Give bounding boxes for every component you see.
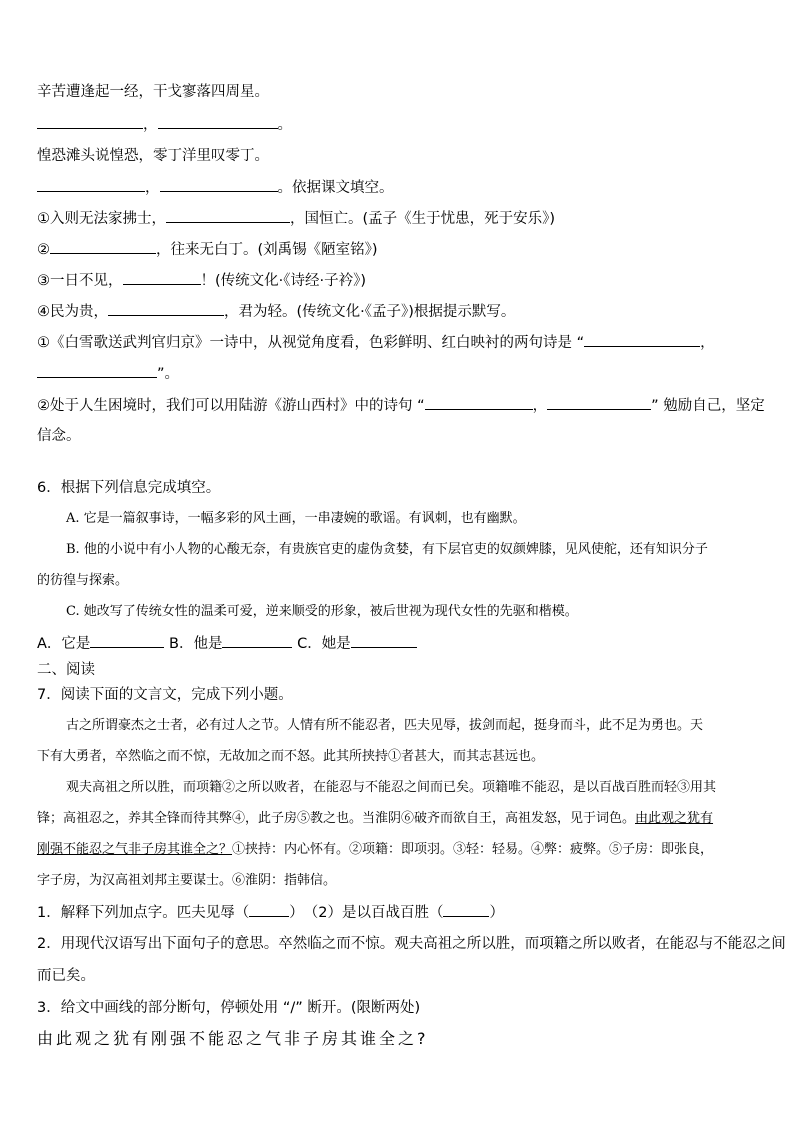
sub-question-1 <box>37 902 764 923</box>
answer-blank[interactable] <box>584 332 700 347</box>
q6-option-c <box>66 602 764 622</box>
answer-label-c: C．她是 <box>297 636 351 652</box>
answer-blank[interactable] <box>108 301 224 316</box>
passage-line <box>37 747 764 767</box>
answer-blank[interactable] <box>123 270 201 285</box>
fill-item-4 <box>37 301 764 322</box>
section-heading <box>37 660 764 680</box>
prompt-text: ） <box>489 905 504 921</box>
passage-text: 下有大勇者，卒然临之而不惊，无故加之而不怒。此其所挟持①者甚大，而其志甚远也。 <box>37 749 545 764</box>
answer-label-b: B．他是 <box>169 636 223 652</box>
comma: ， <box>145 180 160 196</box>
prompt-text: 1．解释下列加点字。匹夫见辱（ <box>37 905 250 921</box>
prompt-text: ②处于人生困境时，我们可以用陆游《游山西村》中的诗句 “ <box>37 398 425 414</box>
answer-blank[interactable] <box>90 633 164 648</box>
poem-text: 惶恐滩头说惶恐，零丁洋里叹零丁。 <box>37 148 269 164</box>
passage-line <box>66 778 764 798</box>
prompt-text: ①入则无法家拂士， <box>37 211 166 227</box>
poem-text: 辛苦遭逢起一经，干戈寥落四周星。 <box>37 84 269 100</box>
prompt-text: ，往来无白丁。(刘禹锡《陋室铭》) <box>156 242 378 258</box>
prompt-text: ！(传统文化·《诗经·子衿》) <box>200 273 367 289</box>
answer-blank[interactable] <box>160 177 278 192</box>
question-6-title <box>37 478 764 498</box>
comma: ， <box>532 398 548 414</box>
question-title: 7．阅读下面的文言文，完成下列小题。 <box>37 687 293 703</box>
answer-blank[interactable] <box>249 902 289 917</box>
recall-item-2-cont <box>37 426 764 446</box>
underlined-passage-text: 由此观之犹有 <box>635 811 714 826</box>
passage-line <box>37 871 764 891</box>
recall-item-2 <box>37 395 764 416</box>
passage-line <box>37 840 764 860</box>
answer-blank[interactable] <box>37 114 143 129</box>
sub-question-2 <box>37 934 786 954</box>
prompt-text: 2．用现代汉语写出下面句子的意思。卒然临之而不惊。观夫高祖之所以胜，而项籍之所以败者，在能忍与不能忍之间 <box>37 936 786 952</box>
recall-item-1 <box>37 332 764 353</box>
comma: ， <box>700 335 715 351</box>
fill-item-1 <box>37 208 764 229</box>
answer-blank[interactable] <box>425 395 533 410</box>
annotation-text: 字子房，为汉高祖刘邦主要谋士。⑥淮阴：指韩信。 <box>37 873 337 888</box>
prompt-text: 而已矣。 <box>37 968 95 984</box>
prompt-text: ” 勉励自己，坚定 <box>651 398 765 414</box>
annotation-text: ①挟持：内心怀有。②项籍：即项羽。③轻：轻易。④弊：疲弊。⑤子房：即张良， <box>232 842 714 857</box>
answer-blank[interactable] <box>547 395 651 410</box>
answer-label-a: A．它是 <box>37 636 91 652</box>
passage-line <box>66 716 764 736</box>
clue-text: A. 它是一篇叙事诗，一幅多彩的风土画，一串凄婉的歌谣。有讽刺，也有幽默。 <box>66 511 526 526</box>
q6-option-b-cont <box>37 571 764 591</box>
fill-line-2 <box>37 177 764 198</box>
section-title: 二、阅读 <box>37 662 95 678</box>
fill-item-3 <box>37 270 764 291</box>
period: 。 <box>277 117 292 133</box>
prompt-text: 信念。 <box>37 428 81 444</box>
prompt-text: ） （2）是以百战百胜（ <box>289 905 444 921</box>
clue-text: 的彷徨与探索。 <box>37 573 129 588</box>
passage-text: 观夫高祖之所以胜，而项籍②之所以败者，在能忍与不能忍之间而已矣。项籍唯不能忍，是以百战百胜而轻③用其 <box>66 780 717 795</box>
comma: ， <box>143 117 158 133</box>
passage-text: 古之所谓豪杰之士者，必有过人之节。人情有所不能忍者，匹夫见辱，拔剑而起，挺身而斗，此不足为勇也。天 <box>66 718 704 733</box>
punctuation-task-text <box>37 1029 764 1049</box>
answer-blank[interactable] <box>222 633 292 648</box>
answer-blank[interactable] <box>166 208 290 223</box>
clue-text: B. 他的小说中有小人物的心酸无奈，有贵族官吏的虚伪贪婪，有下层官吏的奴颜婢膝，见风使舵，还有知识分子 <box>66 542 708 557</box>
prompt-text: 3．给文中画线的部分断句，停顿处用 “/” 断开。(限断两处) <box>37 1000 421 1016</box>
answer-blank[interactable] <box>50 239 156 254</box>
answer-blank[interactable] <box>37 363 157 378</box>
underlined-passage-text: 刚强不能忍之气非子房其谁全之？ <box>37 842 233 857</box>
answer-blank[interactable] <box>351 633 417 648</box>
fill-item-2 <box>37 239 764 260</box>
fill-line-1 <box>37 114 764 135</box>
prompt-text: ② <box>37 242 50 258</box>
q6-option-b <box>66 540 764 560</box>
answer-blank[interactable] <box>37 177 145 192</box>
q6-answers <box>37 633 764 654</box>
clue-text: C. 她改写了传统女性的温柔可爱，逆来顺受的形象，被后世视为现代女性的先驱和楷模。 <box>66 604 578 619</box>
prompt-text: ④民为贵， <box>37 304 108 320</box>
question-7-title <box>37 685 764 705</box>
answer-blank[interactable] <box>443 902 489 917</box>
passage-line <box>37 809 764 829</box>
sub-question-3 <box>37 998 764 1018</box>
prompt-text: ”。 <box>157 366 180 382</box>
answer-blank[interactable] <box>158 114 278 129</box>
sub-question-2-cont <box>37 966 764 986</box>
passage-text: 锋；高祖忍之，养其全锋而待其弊④，此子房⑤教之也。当淮阴⑥破齐而欲自王，高祖发怒，见于词色。 <box>37 811 636 826</box>
prompt-text: ，国恒亡。(孟子《生于忧患，死于安乐》) <box>290 211 556 227</box>
question-title: 6．根据下列信息完成填空。 <box>37 480 221 496</box>
q6-option-a <box>66 509 764 529</box>
prompt-text: ③一日不见， <box>37 273 123 289</box>
sentence-to-split: 由此观之犹有刚强不能忍之气非子房其谁全之? <box>37 1029 429 1048</box>
poem-line-1 <box>37 82 764 102</box>
prompt-text: ，君为轻。(传统文化·《孟子》)根据提示默写。 <box>224 304 516 320</box>
poem-line-2 <box>37 146 764 166</box>
instruction-text: 。依据课文填空。 <box>277 180 394 196</box>
recall-item-1-cont <box>37 363 764 384</box>
prompt-text: ①《白雪歌送武判官归京》一诗中，从视觉角度看，色彩鲜明、红白映衬的两句诗是 “ <box>37 335 585 351</box>
